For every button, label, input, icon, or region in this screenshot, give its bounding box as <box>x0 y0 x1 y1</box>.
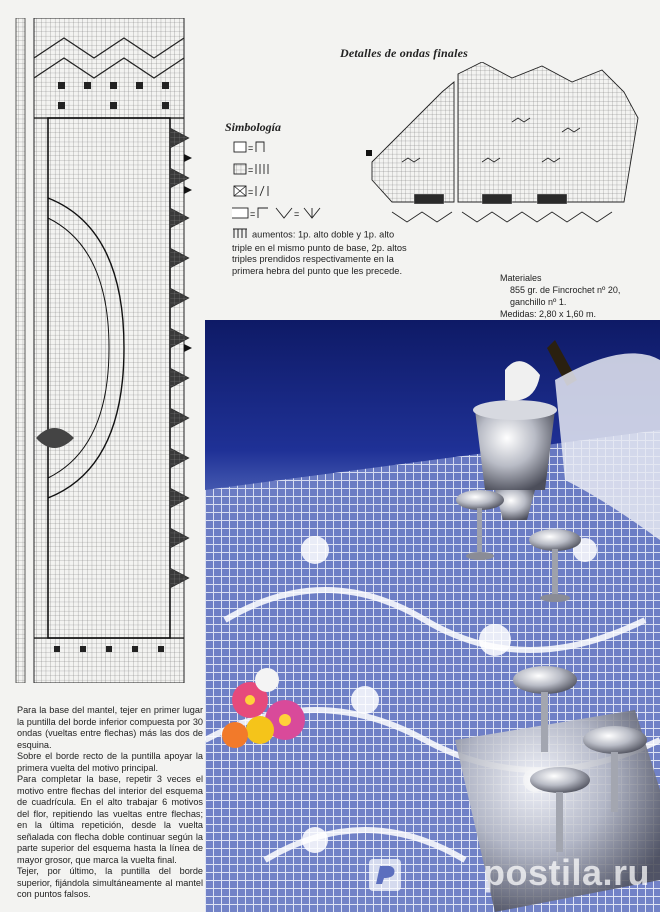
watermark-text: postila.ru <box>482 852 650 893</box>
materials-block <box>500 272 620 320</box>
detalles-chart <box>362 62 642 230</box>
symbol-legend <box>232 138 352 226</box>
instructions-p2: Sobre el borde recto de la puntilla apoyar la primera vuelta del motivo principal. <box>17 751 203 773</box>
instructions-p1: Para la base del mantel, tejer en primer lugar la puntilla del borde inferior compuesta por 30 ondas (vueltas entre flechas) más las dos de esquina. <box>17 705 203 750</box>
svg-text:=: = <box>294 209 300 219</box>
detalles-title: Detalles de ondas finales <box>340 46 468 60</box>
aumentos-symbol-icon <box>232 228 252 243</box>
materials-label: Materiales <box>500 273 542 283</box>
materials-medidas: Medidas: 2,80 x 1,60 m. <box>500 309 597 319</box>
simbologia-title: Simbología <box>225 120 282 134</box>
watermark-logo-icon <box>368 858 402 892</box>
filet-chart-strip <box>14 18 194 683</box>
aumentos-description: aumentos: 1p. alto doble y 1p. alto triple en el mismo punto de base, 2p. altos triples prendidos respectivamente en la primera hebra del punto que les precede. <box>232 229 407 276</box>
aumentos-text <box>232 228 412 277</box>
svg-text:=: = <box>248 165 254 175</box>
instructions-p4: Tejer, por último, la puntilla del borde superior, fijándola simultáneamente al mantel con puntos falsos. <box>17 866 203 899</box>
materials-line2: ganchillo nº 1. <box>510 297 567 307</box>
materials-line1: 855 gr. de Fincrochet nº 20, <box>510 285 621 295</box>
instructions-p3: Para completar la base, repetir 3 veces el motivo entre flechas del interior del esquema de cuadrícula. En el alto trabajar 6 motivos del flor, repitiendo las vueltas entre flechas; en la última repetición, desde la vuelta señalada con flecha doble continuar según la parte superior del esquema hasta la línea de mayor grosor, que marca la vuelta final. <box>17 774 203 865</box>
tablecloth-photo <box>205 320 660 912</box>
svg-text:=: = <box>248 143 254 153</box>
instructions-text <box>17 705 203 901</box>
svg-text:=: = <box>250 209 256 219</box>
svg-text:=: = <box>248 187 254 197</box>
